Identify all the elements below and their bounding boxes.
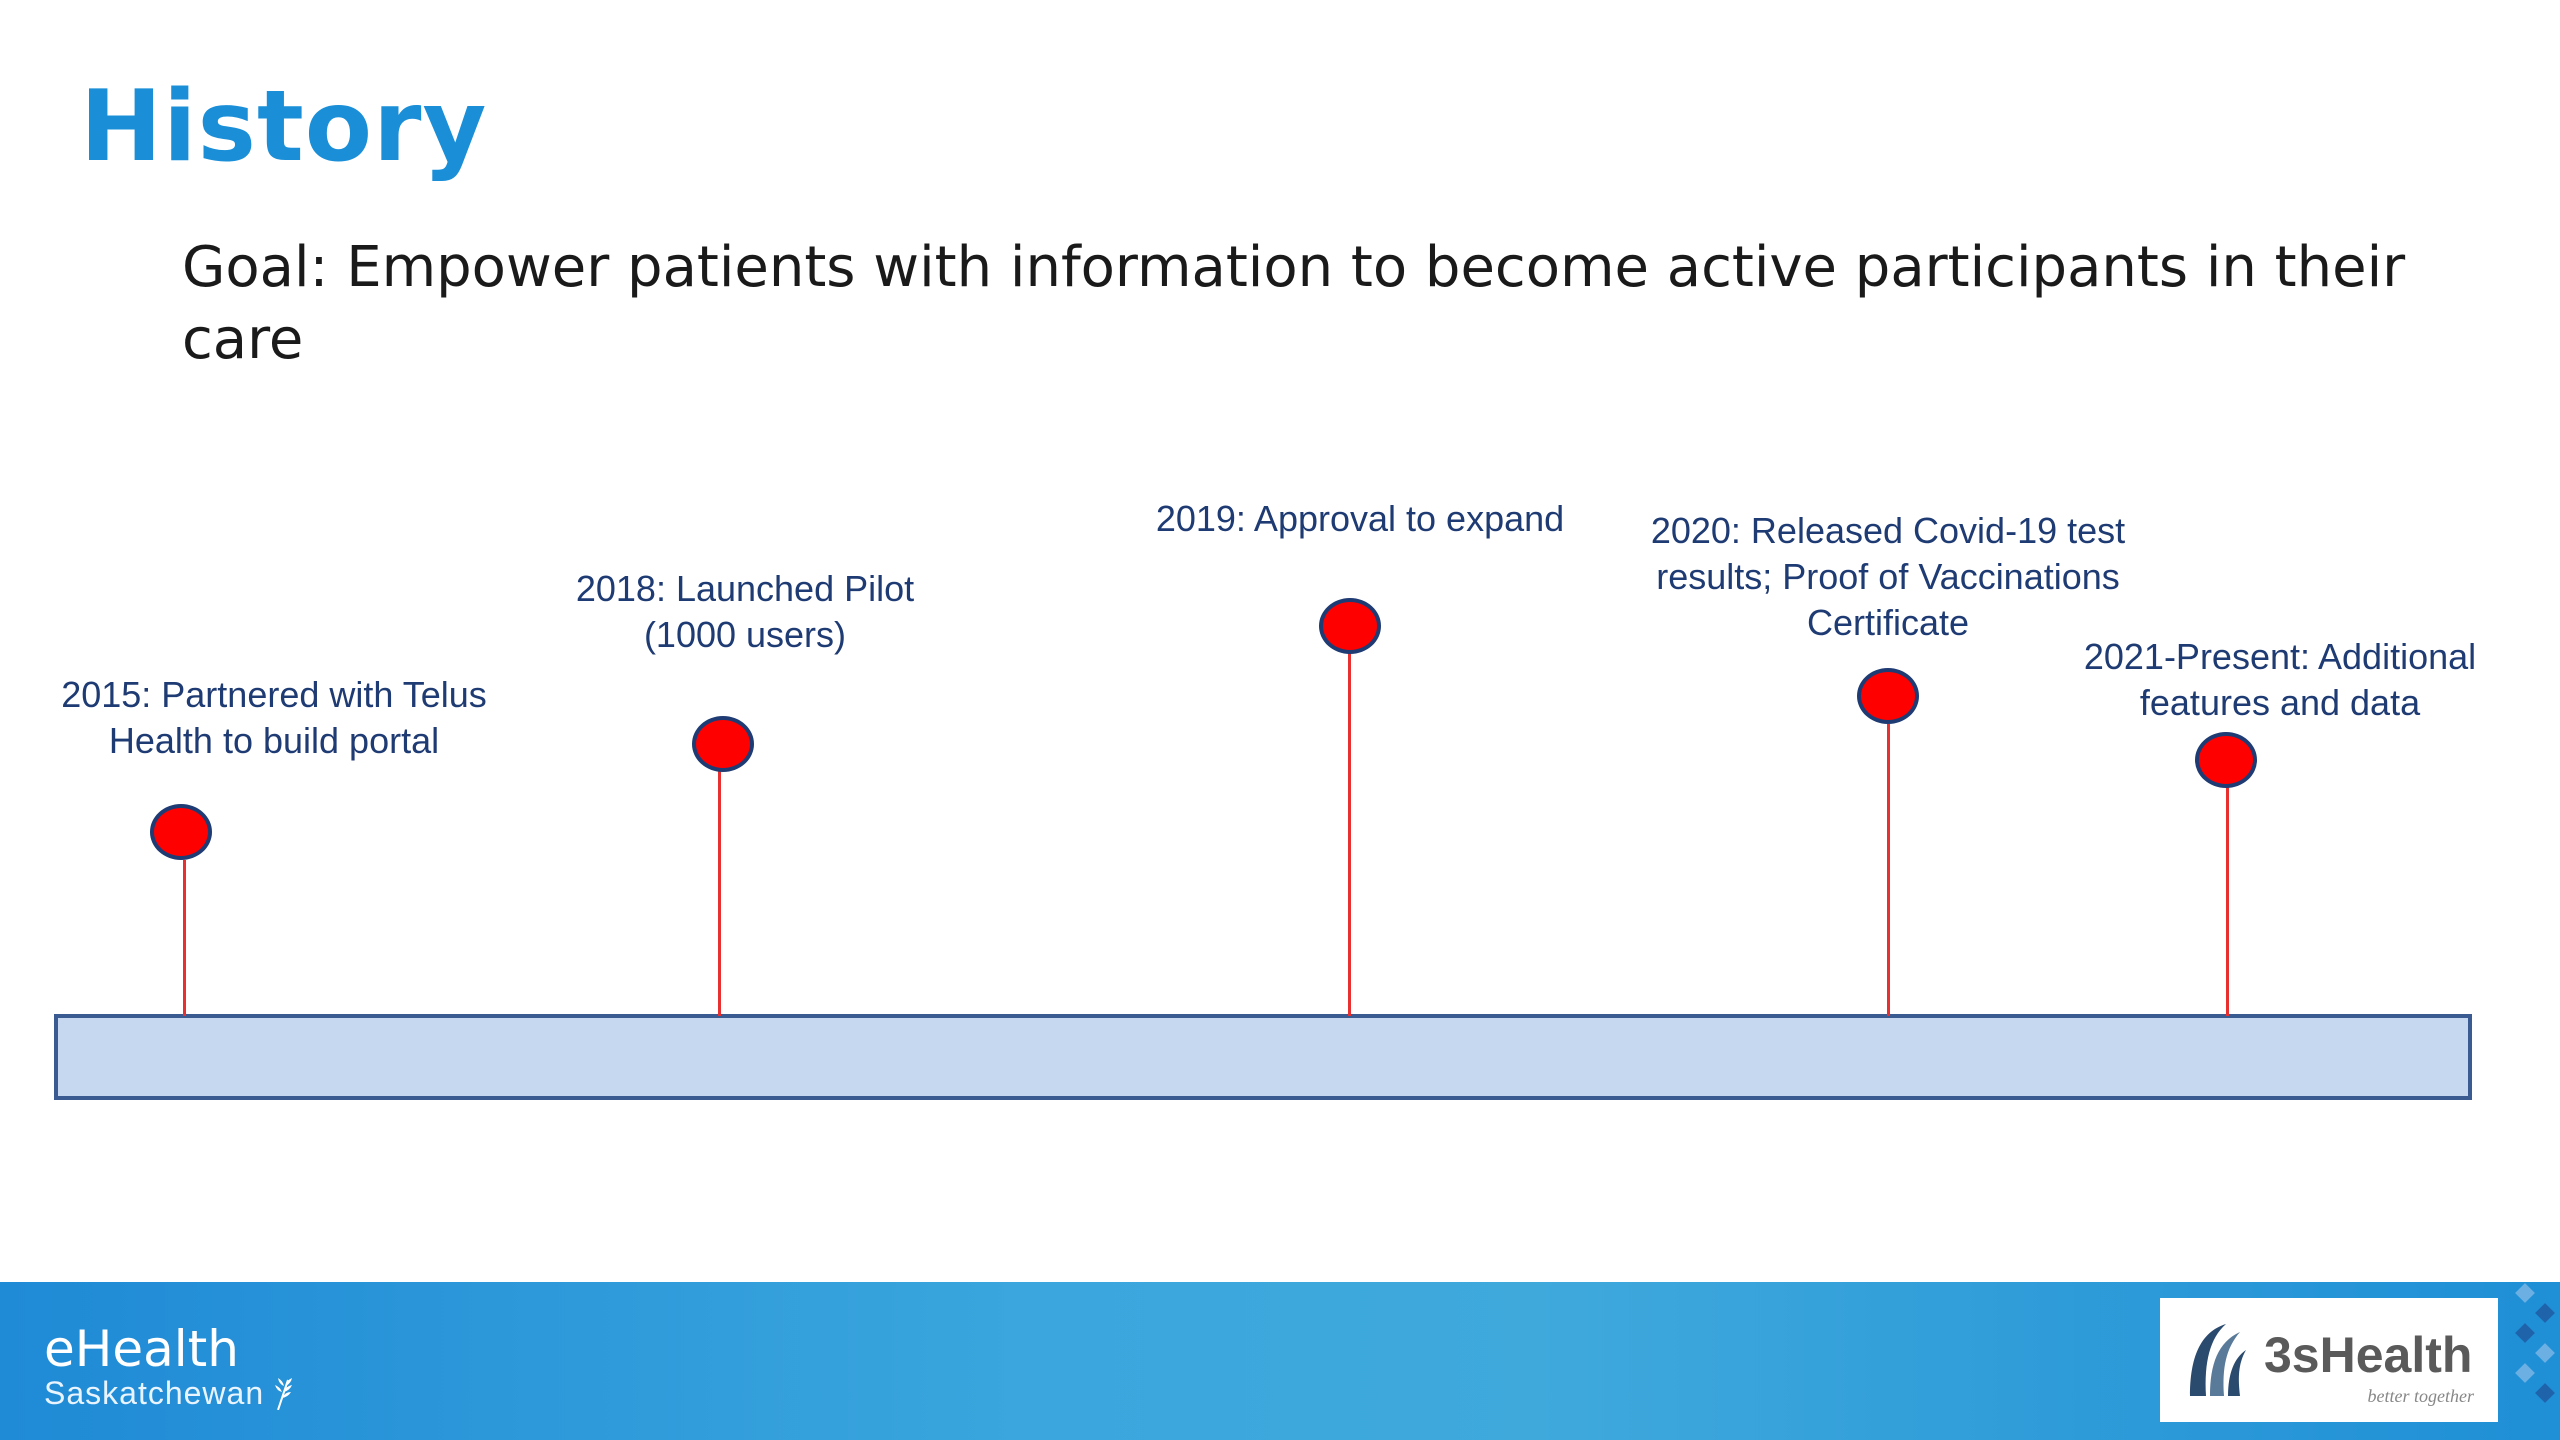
timeline-stem (2226, 786, 2229, 1016)
timeline-label-line: Certificate (1806, 602, 1970, 643)
ehealth-logo-subtitle (44, 1376, 294, 1410)
timeline-stem (1348, 652, 1351, 1016)
timeline-label-line: 2021-Present: Additional (2083, 636, 2477, 677)
timeline-marker (2195, 732, 2257, 788)
timeline-label (34, 672, 514, 764)
timeline-label-line: 2019: Approval to expand (1155, 498, 1565, 539)
wheat-icon (274, 1376, 294, 1410)
timeline-label (1628, 508, 2148, 646)
timeline-stem (183, 860, 186, 1016)
goal-statement: Goal: Empower patients with information to become active participants in their care (182, 235, 2406, 372)
footer-banner (0, 1282, 2560, 1440)
ehealth-logo (44, 1322, 294, 1410)
partner-logo-name: 3sHealth (2264, 1327, 2473, 1383)
timeline-marker (1857, 668, 1919, 724)
timeline-label (535, 566, 955, 658)
timeline-label-line: 2020: Released Covid-19 test (1650, 510, 2126, 551)
timeline-bar (54, 1014, 2472, 1100)
ehealth-logo-region: Saskatchewan (44, 1375, 265, 1411)
timeline-label (2060, 634, 2500, 726)
slide-title: History (80, 70, 488, 184)
partner-emblem-icon (2180, 1318, 2250, 1402)
timeline-label-line: 2015: Partnered with Telus (61, 674, 487, 715)
ehealth-logo-name: eHealth (44, 1320, 239, 1378)
timeline-label-line: results; Proof of Vaccinations (1656, 556, 2120, 597)
partner-logo-tagline: better together (2367, 1386, 2474, 1406)
timeline-label-line: Health to build portal (108, 720, 440, 761)
timeline-marker (692, 716, 754, 772)
timeline-stem (1887, 724, 1890, 1016)
timeline-label-line: features and data (2139, 682, 2421, 723)
timeline-label (1120, 496, 1600, 542)
partner-logo (2160, 1298, 2498, 1422)
timeline-stem (718, 770, 721, 1016)
timeline-marker (150, 804, 212, 860)
timeline-label-line: 2018: Launched Pilot (575, 568, 915, 609)
timeline-marker (1319, 598, 1381, 654)
timeline-label-line: (1000 users) (643, 614, 847, 655)
corner-pattern (2500, 1282, 2560, 1440)
